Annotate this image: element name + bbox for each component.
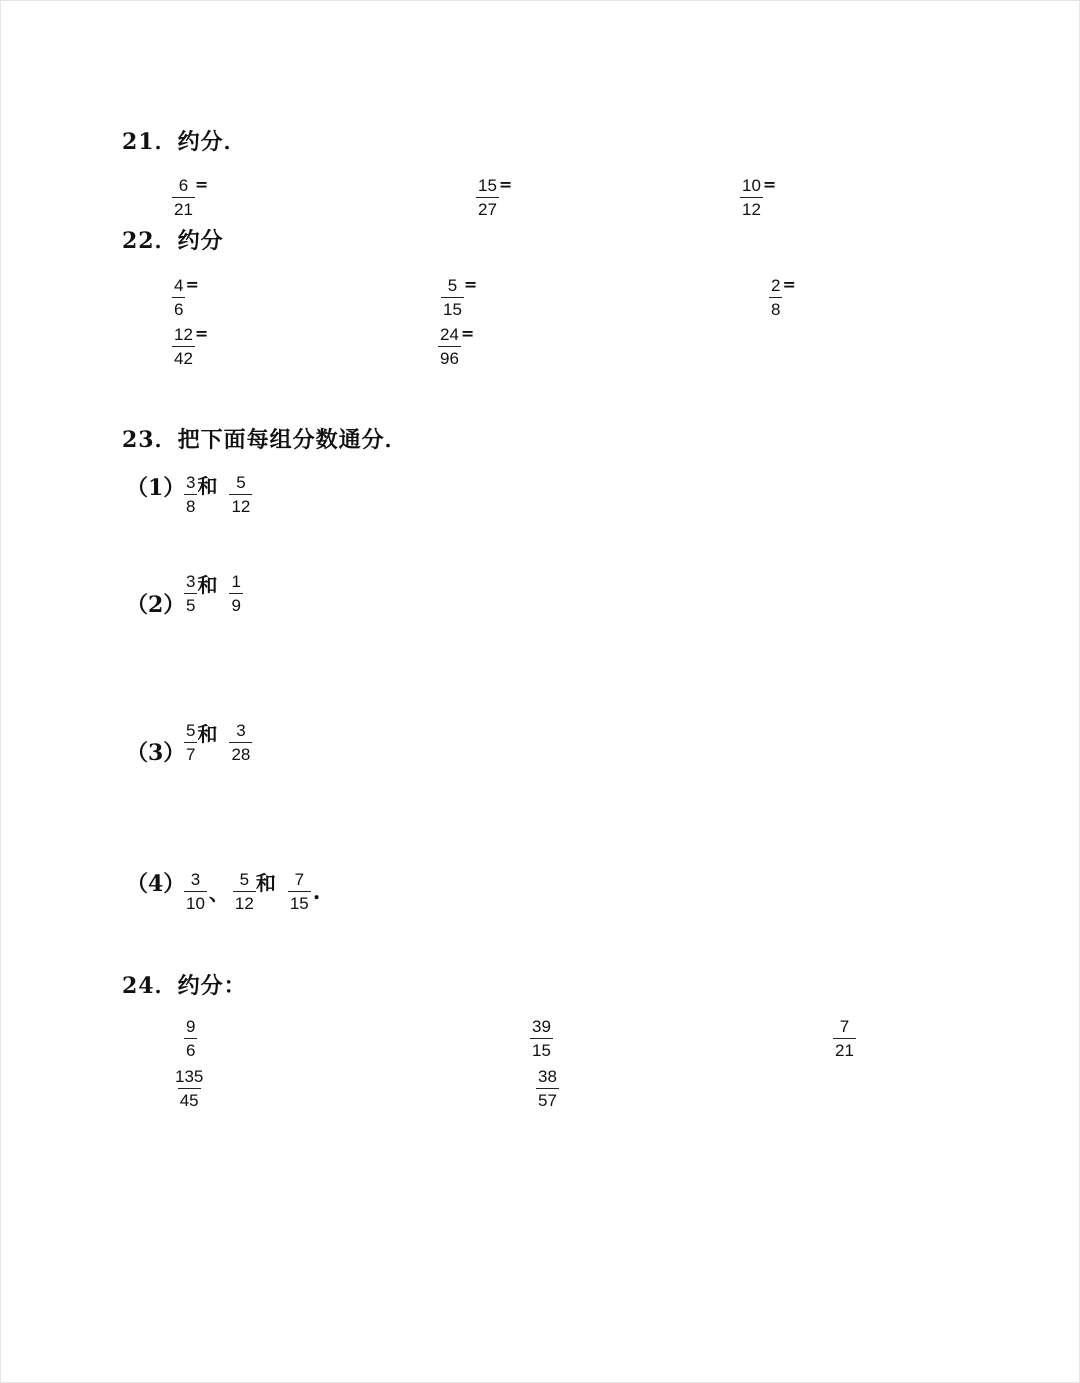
question-21-title: 21．约分． <box>122 129 247 155</box>
denominator: 6 <box>184 1038 197 1059</box>
denominator: 5 <box>184 593 197 614</box>
numerator: 24 <box>440 325 459 344</box>
equals-sign: = <box>463 275 478 294</box>
part-2-label: （2） <box>126 592 186 618</box>
numerator: 9 <box>186 1017 196 1036</box>
question-22-title: 22．约分 <box>122 228 224 254</box>
equals-sign: = <box>194 324 209 343</box>
numerator: 6 <box>178 176 189 195</box>
denominator: 7 <box>184 742 197 763</box>
numerator: 135 <box>175 1067 204 1086</box>
equals-sign: = <box>782 275 796 294</box>
denominator: 96 <box>438 346 461 367</box>
equals-sign: = <box>498 175 513 194</box>
denominator: 10 <box>184 891 207 912</box>
numerator: 1 <box>231 572 241 591</box>
fraction-item <box>476 177 512 218</box>
denominator: 9 <box>229 593 242 614</box>
denominator: 21 <box>833 1038 856 1059</box>
numerator: 5 <box>447 276 458 295</box>
denominator: 57 <box>536 1088 559 1109</box>
denominator: 12 <box>229 494 252 515</box>
numerator: 5 <box>236 473 246 492</box>
numerator: 15 <box>478 176 497 195</box>
fraction-item <box>172 277 199 318</box>
fraction-item <box>833 1018 856 1059</box>
and-word: 和 <box>197 474 218 498</box>
numerator: 4 <box>174 276 184 295</box>
denominator: 12 <box>233 891 256 912</box>
denominator: 21 <box>172 197 195 218</box>
numerator: 12 <box>174 325 193 344</box>
denominator: 27 <box>476 197 499 218</box>
denominator: 15 <box>441 297 464 318</box>
equals-sign: = <box>185 275 199 294</box>
part-3-fractions <box>184 722 252 763</box>
denominator: 8 <box>184 494 197 515</box>
fraction-item <box>172 326 208 367</box>
numerator: 2 <box>771 276 781 295</box>
fraction-item <box>740 177 776 218</box>
numerator: 5 <box>239 870 250 889</box>
part-3-label: （3） <box>126 740 186 766</box>
denominator: 12 <box>740 197 763 218</box>
question-24-title: 24．约分： <box>122 973 247 999</box>
numerator: 3 <box>190 870 201 889</box>
question-23-title: 23．把下面每组分数通分． <box>122 427 408 453</box>
denominator: 15 <box>530 1038 553 1059</box>
numerator: 3 <box>186 473 196 492</box>
numerator: 7 <box>839 1017 850 1036</box>
fraction-item <box>769 277 796 318</box>
numerator: 7 <box>294 870 305 889</box>
fraction-item <box>536 1068 559 1109</box>
fraction-item <box>184 1018 197 1059</box>
part-4-fractions <box>184 871 320 912</box>
equals-sign: = <box>762 175 777 194</box>
part-1-label: （1） <box>126 475 186 501</box>
denominator: 15 <box>288 891 311 912</box>
denominator: 42 <box>172 346 195 367</box>
and-word: 和 <box>197 722 218 746</box>
numerator: 10 <box>742 176 761 195</box>
numerator: 3 <box>236 721 246 740</box>
part-1-fractions <box>184 474 252 515</box>
fraction-item <box>172 177 208 218</box>
and-word: 和 <box>255 871 276 895</box>
and-word: 和 <box>197 573 218 597</box>
denominator: 6 <box>172 297 185 318</box>
denominator: 8 <box>769 297 782 318</box>
part-4-label: （4） <box>126 871 186 897</box>
fraction-item <box>530 1018 553 1059</box>
denominator: 28 <box>229 742 252 763</box>
comma-separator: 、 <box>208 881 229 905</box>
numerator: 3 <box>186 572 196 591</box>
numerator: 38 <box>538 1067 557 1086</box>
fraction-item <box>438 326 474 367</box>
fraction-item <box>441 277 477 318</box>
fraction-item <box>173 1068 205 1109</box>
equals-sign: = <box>460 324 475 343</box>
part-2-fractions <box>184 573 243 614</box>
period: . <box>312 878 321 905</box>
numerator: 39 <box>532 1017 551 1036</box>
denominator: 45 <box>178 1088 201 1109</box>
numerator: 5 <box>186 721 196 740</box>
equals-sign: = <box>194 175 209 194</box>
